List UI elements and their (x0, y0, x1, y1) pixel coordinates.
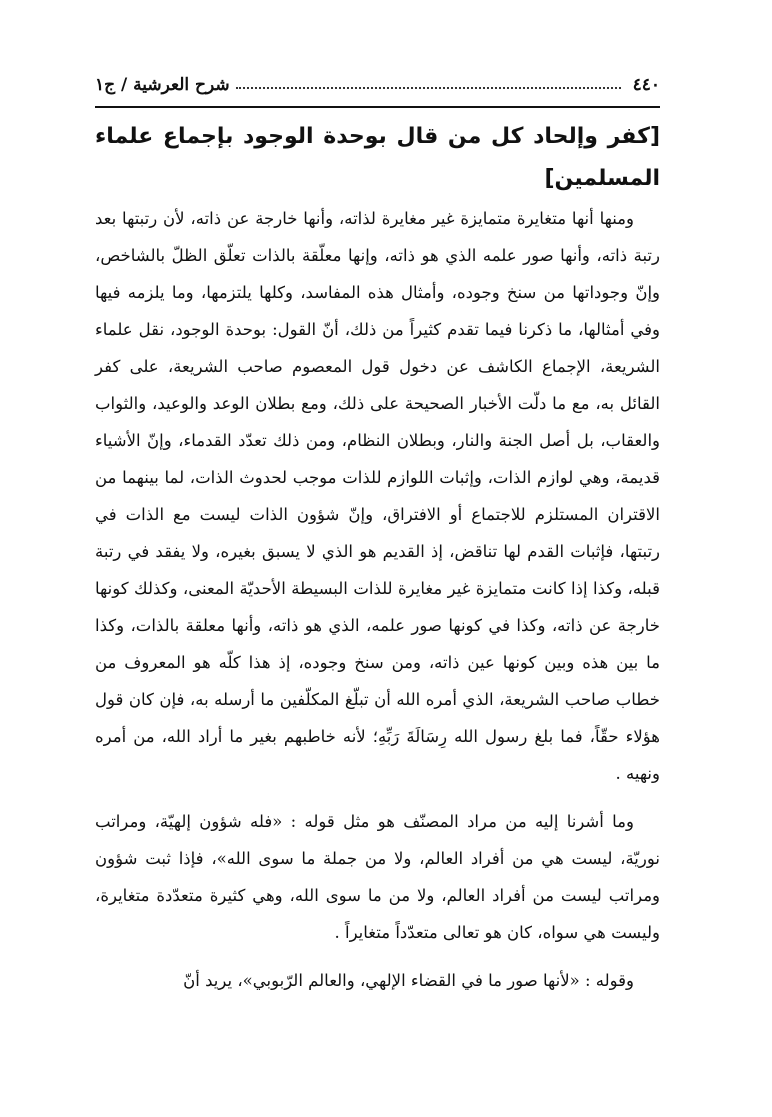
paragraph: وما أشرنا إليه من مراد المصنّف هو مثل قوله : «فله شؤون إلهيّة، ومراتب نوريّة، ليست هي من أفراد العالم، ولا من جملة ما سوى الله»، فإذا ثبت شؤون ومراتب ليست من أفراد العالم، ولا من ما سوى الله، وهي كثيرة متعدّدة متغايرة، وليست هي سواه، كان هو تعالى متعدّداً متغايراً . (95, 812, 660, 942)
paragraph: وقوله : «لأنها صور ما في القضاء الإلهي، والعالم الرّبوبي»، يريد أنّ (183, 971, 634, 990)
section-heading: [كفر وإلحاد كل من قال بوحدة الوجود بإجماع علماء المسلمين] (95, 124, 660, 191)
header-divider (95, 106, 660, 108)
paragraph: ومنها أنها متغايرة متمايزة غير مغايرة لذاته، وأنها خارجة عن ذاته، لأن رتبتها بعد رتبة ذاته، وأنها صور علمه الذي هو ذاته، وإنها معلّقة بالذات تعلّق الظلّ بالشاخص، وإنّ وجوداتها من سنخ وجوده، وأمثال هذه المفاسد، وكلها يلتزمها، وما يلزمه فيها وفي أمثالها، ما ذكرنا فيما تقدم كثيراً من ذلك، أنّ القول: بوحدة الوجود، نقل علماء الشريعة، الإجماع الكاشف عن دخول قول المعصوم صاحب الشريعة، على كفر القائل به، مع ما دلّت الأخبار الصحيحة على ذلك، ومع بطلان الوعد والوعيد، والثواب والعقاب، بل أصل الجنة والنار، وبطلان النظام، ومن ذلك تعدّد القدماء، وإنّ الأشياء قديمة، وهي لوازم الذات، وإثبات اللوازم للذات موجب لحدوث الذات، لما بينهما من الاقتران المستلزم للاجتماع أو الافتراق، وإنّ شؤون الذات ليست مع الذات في رتبتها، فإثبات القدم لها تناقض، إذ القديم هو الذي لا يسبق بغيره، ولا يفقد في رتبة قبله، وكذا إذا كانت متمايزة غير مغايرة للذات البسيطة الأحديّة المعنى، وكذلك كونها خارجة عن ذاته، وكذا في كونها صور علمه، الذي هو ذاته، وأنها معلقة بالذات، وكذا ما بين هذه وبين كونها عين ذاته، ومن سنخ وجوده، إذ هذا كلّه هو المعروف من خطاب صاحب الشريعة، الذي أمره الله أن تبلّغ المكلّفين ما أرسله به، فإن كان قول هؤلاء حقّاً، فما بلغ رسول الله رِسَالَةَ رَبِّهِ؛ لأنه خاطبهم بغير ما أراد الله، من أمره ونهيه . (95, 209, 660, 783)
header-dot-leader (236, 87, 621, 89)
book-title: شرح العرشية / ج١ (95, 75, 230, 95)
body-text (95, 200, 660, 999)
running-header (95, 68, 660, 102)
page-number: ٤٤٠ (632, 75, 660, 95)
